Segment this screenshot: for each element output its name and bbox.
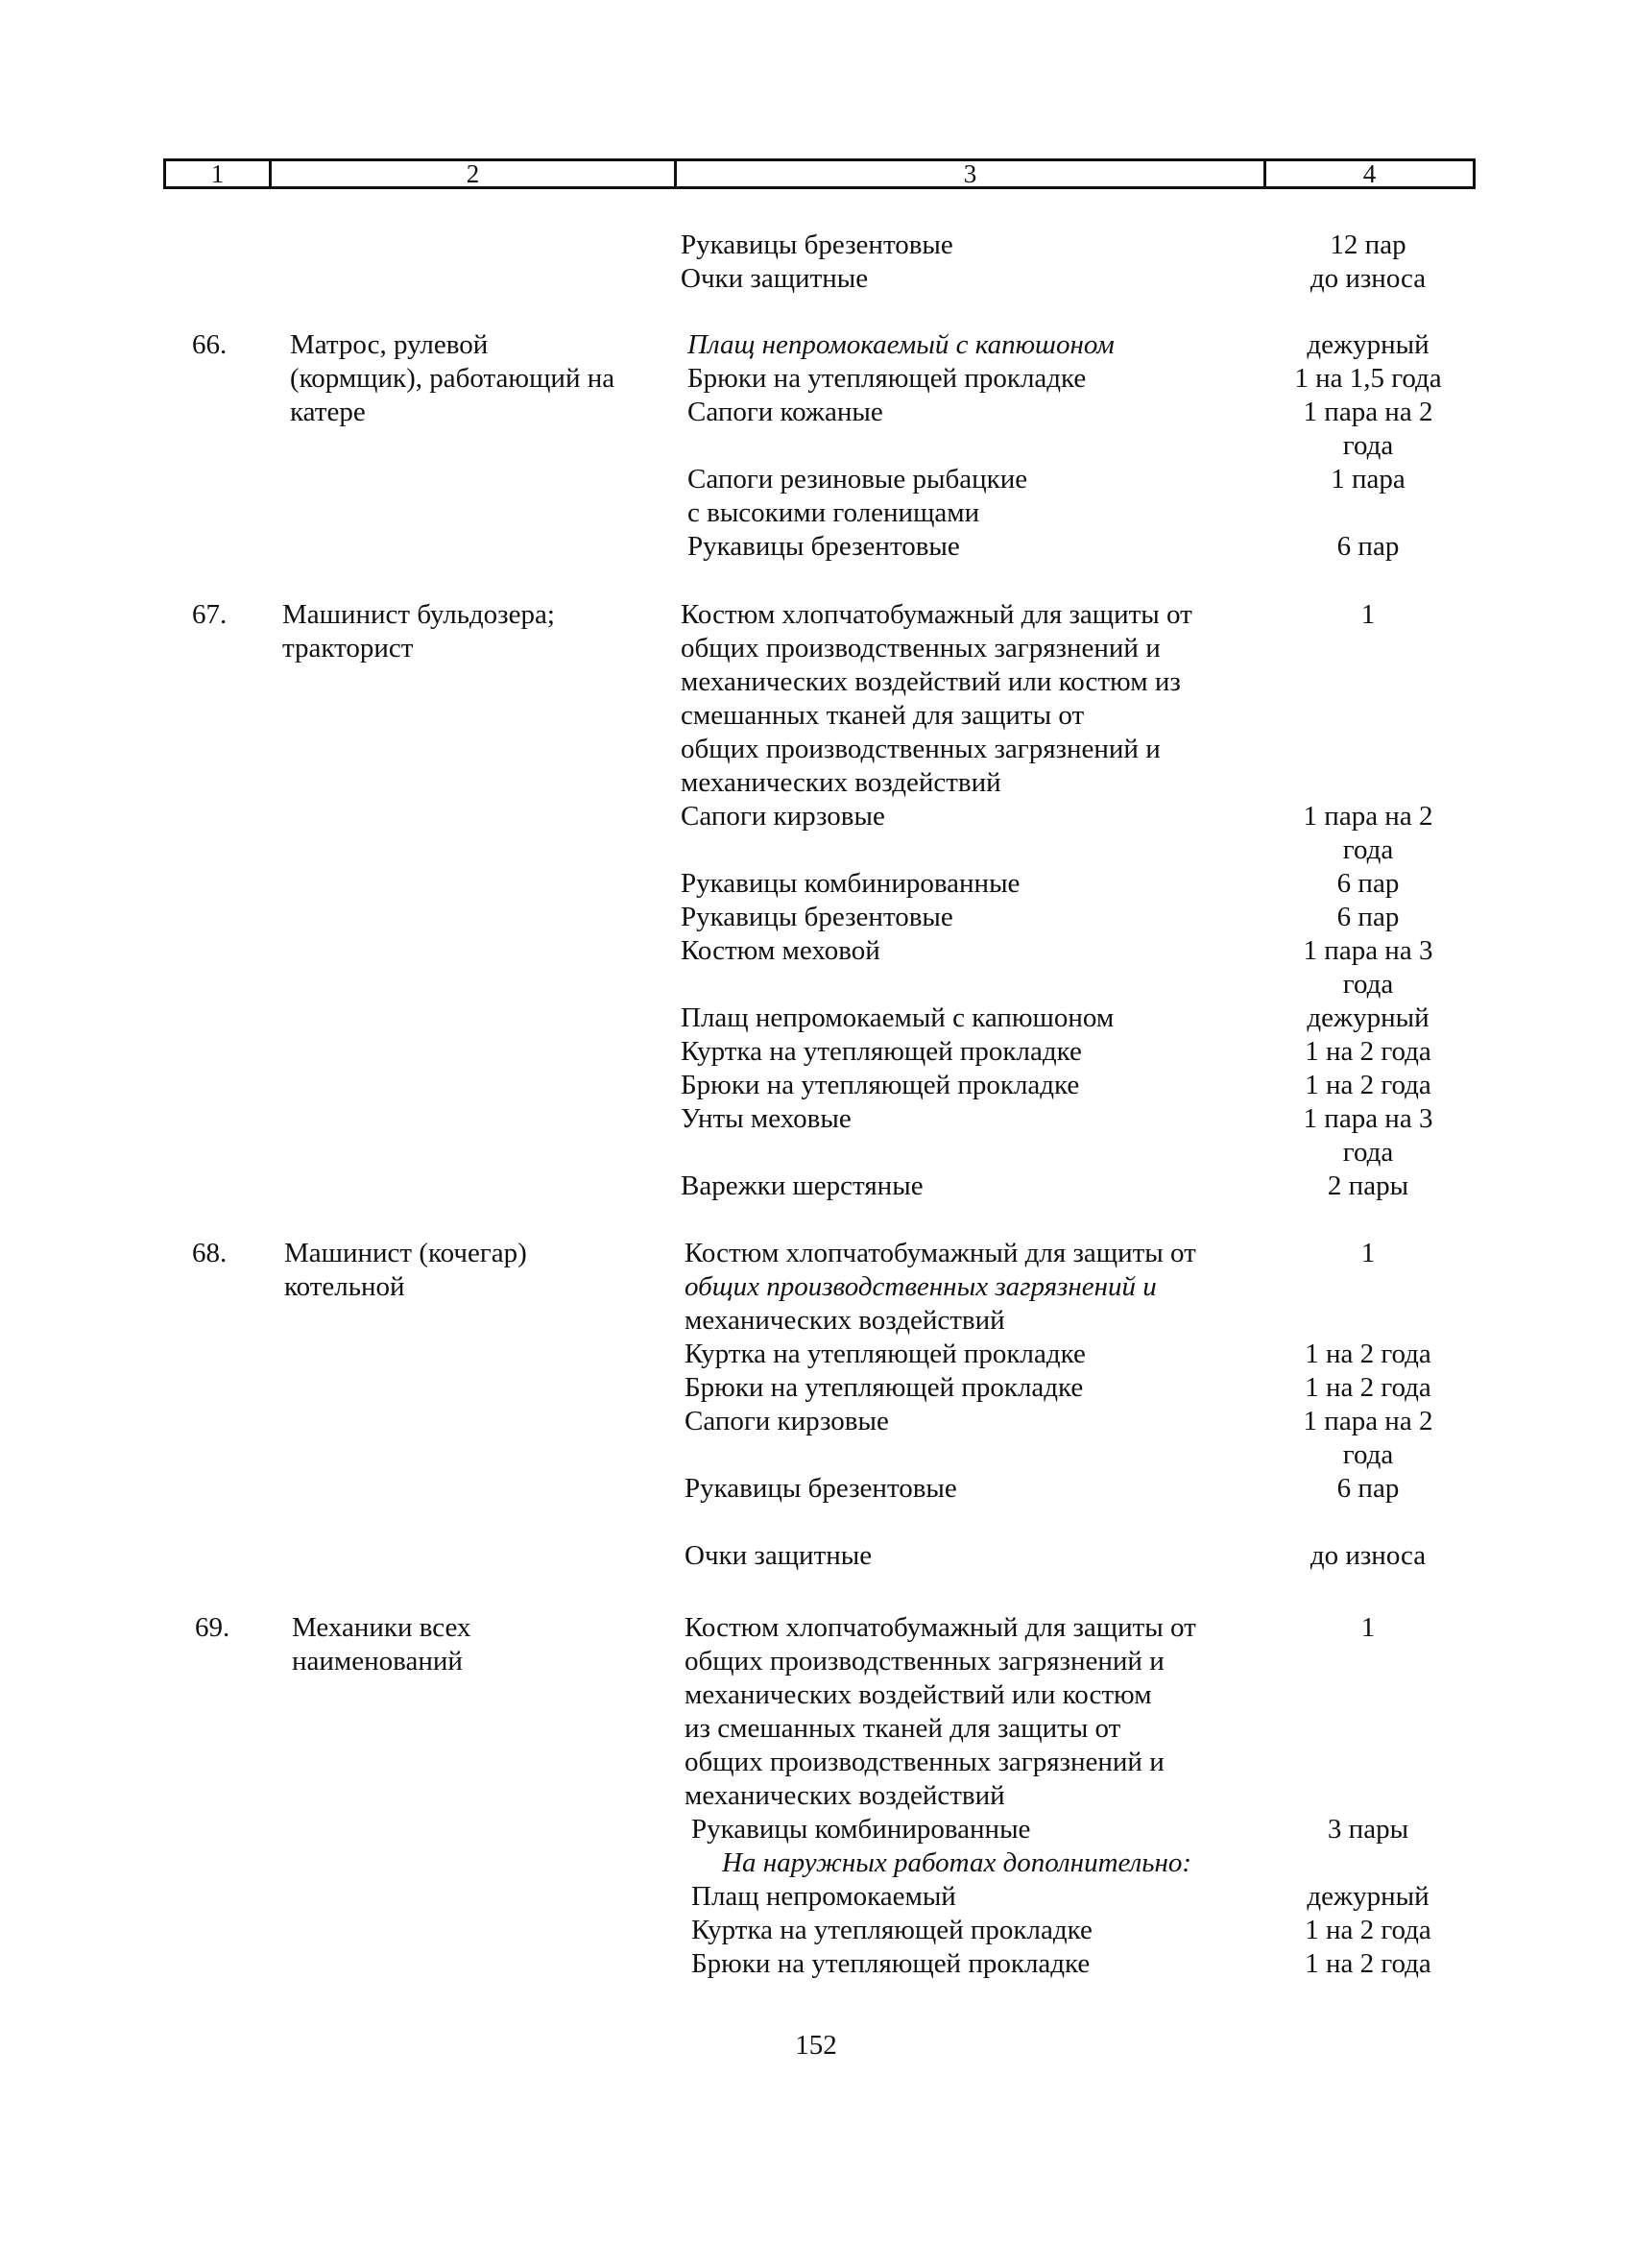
- item-qty: 1 на 2 года: [1305, 1036, 1431, 1067]
- item-qty-cont: года: [1342, 1137, 1394, 1168]
- item-name: Костюм хлопчатобумажный для защиты от: [685, 1238, 1196, 1268]
- item-qty: до износа: [1310, 263, 1427, 294]
- profession-line: Машинист бульдозера;: [282, 599, 555, 630]
- item-name: Рукавицы брезентовые: [681, 229, 953, 260]
- item-name: Плащ непромокаемый с капюшоном: [687, 329, 1115, 360]
- item-name-cont: механических воздействий или костюм из: [681, 666, 1181, 697]
- item-qty: 1 на 2 года: [1305, 1948, 1431, 1979]
- profession-line: наименований: [292, 1646, 463, 1677]
- item-name: Брюки на утепляющей прокладке: [687, 363, 1087, 394]
- entry-number: 67.: [192, 599, 228, 630]
- item-name: Куртка на утепляющей прокладке: [691, 1915, 1093, 1945]
- profession-line: Машинист (кочегар): [284, 1238, 527, 1268]
- item-name: Варежки шерстяные: [681, 1170, 924, 1201]
- item-qty: дежурный: [1307, 1881, 1430, 1912]
- item-qty: 1 пара на 2: [1303, 801, 1433, 832]
- item-qty: 1 на 2 года: [1305, 1915, 1431, 1945]
- item-name: Унты меховые: [681, 1103, 852, 1134]
- item-qty: 1 на 2 года: [1305, 1070, 1431, 1100]
- item-qty: 1 пара на 3: [1303, 935, 1433, 966]
- profession-line: катере: [290, 397, 366, 427]
- page-number: 152: [795, 2030, 837, 2061]
- item-name-cont: общих производственных загрязнений и: [681, 734, 1161, 764]
- item-name: Сапоги кожаные: [687, 397, 883, 427]
- item-qty: 6 пар: [1336, 531, 1400, 562]
- item-name-cont: механических воздействий или костюм: [685, 1679, 1152, 1710]
- item-name: Куртка на утепляющей прокладке: [685, 1339, 1086, 1369]
- item-name: Рукавицы брезентовые: [681, 902, 953, 932]
- profession-line: (кормщик), работающий на: [290, 363, 615, 394]
- column-header-1: 1: [166, 161, 272, 186]
- item-qty: 1 пара на 2: [1303, 1406, 1433, 1436]
- entry-number: 68.: [192, 1238, 228, 1268]
- item-name: Рукавицы комбинированные: [691, 1814, 1031, 1845]
- item-qty-cont: года: [1342, 1439, 1394, 1470]
- section-note: На наружных работах дополнительно:: [722, 1847, 1192, 1878]
- item-name: Костюм меховой: [681, 935, 880, 966]
- entry-number: 69.: [195, 1612, 230, 1643]
- item-qty: 1 на 2 года: [1305, 1339, 1431, 1369]
- item-qty: 1 пара: [1331, 464, 1406, 495]
- item-qty: 1 пара на 3: [1303, 1103, 1433, 1134]
- item-name-cont: механических воздействий: [681, 767, 1001, 798]
- item-name: Плащ непромокаемый с капюшоном: [681, 1002, 1115, 1033]
- profession-line: котельной: [284, 1271, 405, 1302]
- item-qty: дежурный: [1307, 1002, 1430, 1033]
- item-qty: 1: [1360, 599, 1376, 630]
- item-qty: 6 пар: [1336, 902, 1400, 932]
- item-name-cont: общих производственных загрязнений и: [681, 633, 1161, 664]
- profession-line: Матрос, рулевой: [290, 329, 489, 360]
- item-qty: дежурный: [1307, 329, 1430, 360]
- item-qty: 1 на 1,5 года: [1294, 363, 1442, 394]
- item-qty: 1: [1360, 1238, 1376, 1268]
- item-name: Рукавицы комбинированные: [681, 868, 1021, 899]
- item-qty: 12 пар: [1330, 229, 1406, 260]
- item-name: Очки защитные: [685, 1540, 873, 1571]
- item-name: Брюки на утепляющей прокладке: [685, 1372, 1084, 1403]
- item-qty: 6 пар: [1336, 868, 1400, 899]
- item-qty: 1 на 2 года: [1305, 1372, 1431, 1403]
- item-name: Сапоги резиновые рыбацкие: [687, 464, 1028, 495]
- item-name: Сапоги кирзовые: [681, 801, 885, 832]
- item-name: Куртка на утепляющей прокладке: [681, 1036, 1082, 1067]
- item-name-cont: общих производственных загрязнений и: [685, 1271, 1157, 1302]
- item-qty-cont: года: [1342, 430, 1394, 461]
- item-name-cont: из смешанных тканей для защиты от: [685, 1713, 1121, 1744]
- item-name-cont: механических воздействий: [685, 1780, 1005, 1811]
- item-name: Сапоги кирзовые: [685, 1406, 889, 1436]
- profession-line: тракторист: [282, 633, 414, 664]
- item-name-cont: механических воздействий: [685, 1305, 1005, 1336]
- entry-number: 66.: [192, 329, 228, 360]
- profession-line: Механики всех: [292, 1612, 471, 1643]
- item-qty: 2 пары: [1327, 1170, 1409, 1201]
- item-name-cont: общих производственных загрязнений и: [685, 1747, 1165, 1777]
- item-name: Костюм хлопчатобумажный для защиты от: [685, 1612, 1196, 1643]
- column-header-4: 4: [1362, 159, 1377, 188]
- item-name: Очки защитные: [681, 263, 869, 294]
- item-name-cont: общих производственных загрязнений и: [685, 1646, 1165, 1677]
- column-header-3: 3: [677, 161, 1266, 186]
- item-name: Плащ непромокаемый: [691, 1881, 956, 1912]
- item-qty: 3 пары: [1327, 1814, 1409, 1845]
- item-name: Рукавицы брезентовые: [685, 1473, 957, 1504]
- column-header-2: 2: [272, 161, 677, 186]
- item-name-cont: с высокими голенищами: [687, 497, 980, 528]
- column-header-row: [163, 158, 1476, 189]
- item-name: Брюки на утепляющей прокладке: [681, 1070, 1080, 1100]
- item-qty-cont: года: [1342, 969, 1394, 1000]
- item-qty: 1: [1360, 1612, 1376, 1643]
- item-qty: до износа: [1310, 1540, 1427, 1571]
- item-qty: 1 пара на 2: [1303, 397, 1433, 427]
- item-qty: 6 пар: [1336, 1473, 1400, 1504]
- item-name: Рукавицы брезентовые: [687, 531, 960, 562]
- item-qty-cont: года: [1342, 834, 1394, 865]
- item-name-cont: смешанных тканей для защиты от: [681, 700, 1085, 731]
- item-name: Костюм хлопчатобумажный для защиты от: [681, 599, 1192, 630]
- item-name: Брюки на утепляющей прокладке: [691, 1948, 1091, 1979]
